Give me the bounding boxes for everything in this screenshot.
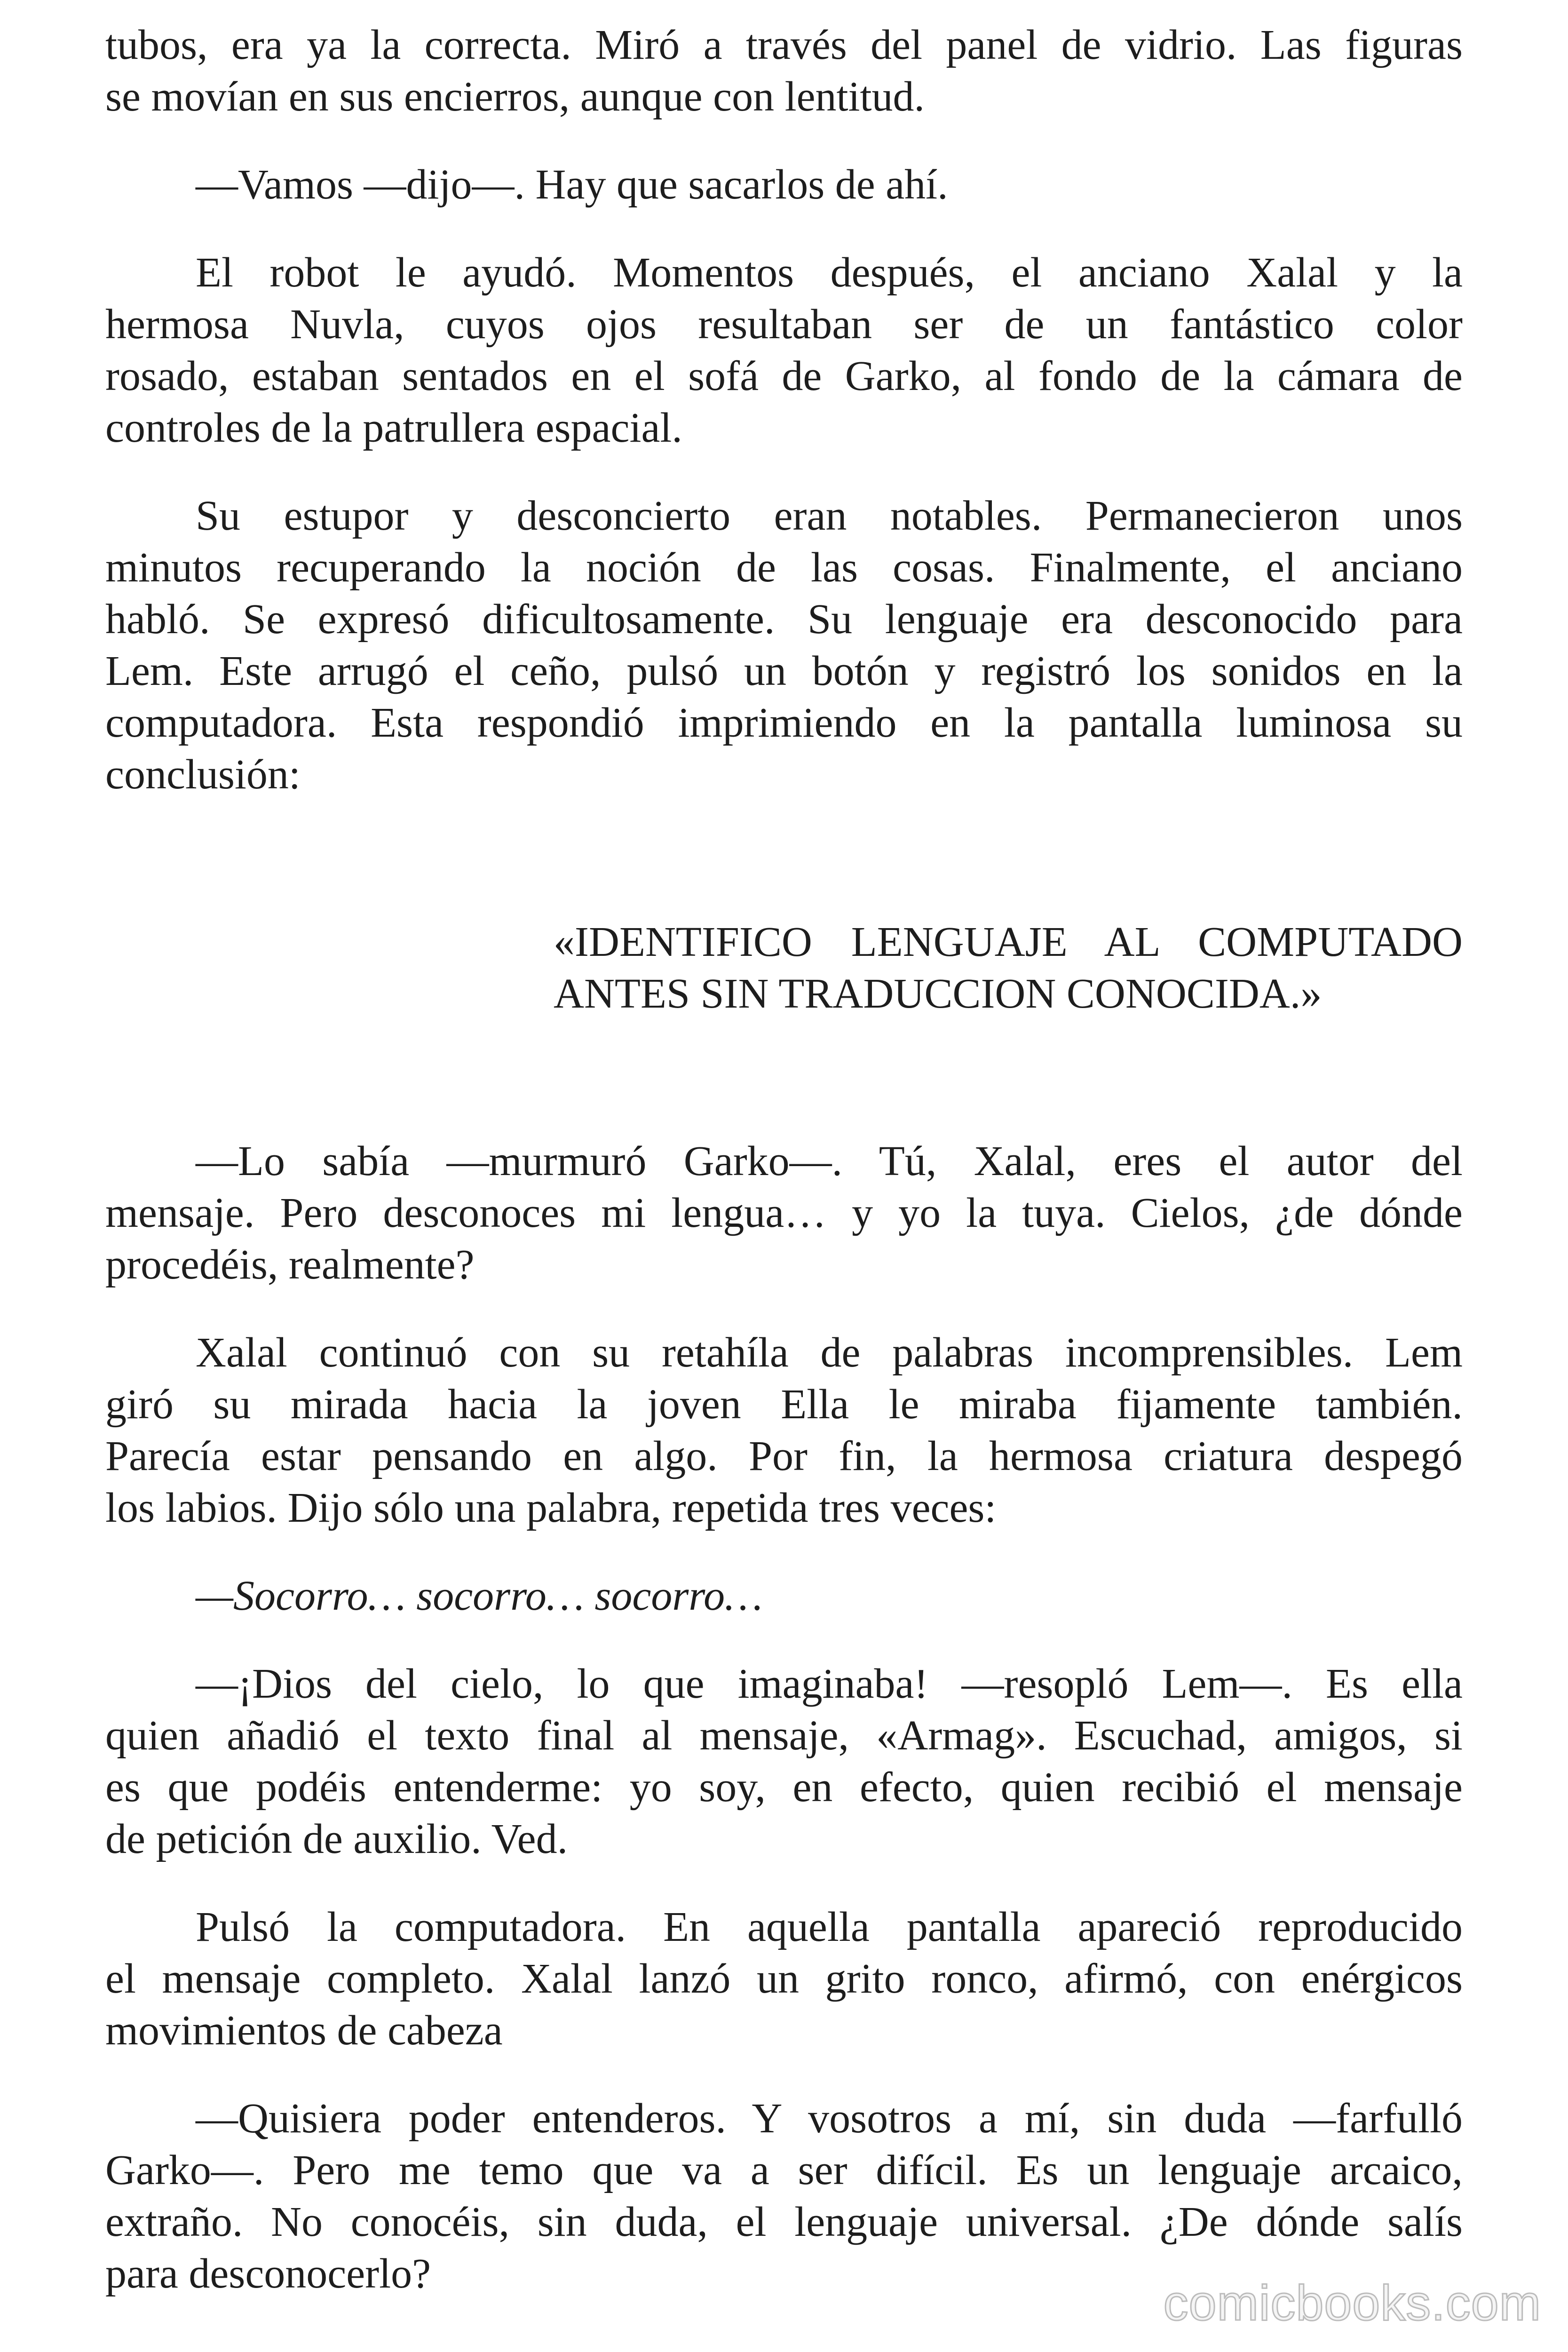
paragraph (105, 1570, 1463, 1622)
text-line: —Socorro… socorro… socorro… (196, 1573, 763, 1619)
computer-output-quote (554, 916, 1463, 1020)
text-line: —Lo sabía —murmuró Garko—. Tú, Xalal, eres el autor del (196, 1138, 1463, 1184)
text-line: —¡Dios del cielo, lo que imaginaba! —resopló Lem—. Es ella (196, 1661, 1463, 1707)
text-line: «IDENTIFICO LENGUAJE AL COMPUTADO (554, 919, 1463, 965)
text-line: Parecía estar pensando en algo. Por fin, la hermosa criatura despegó (105, 1433, 1463, 1479)
text-line: minutos recuperando la noción de las cosas. Finalmente, el anciano (105, 544, 1463, 591)
text-line: habló. Se expresó dificultosamente. Su lenguaje era desconocido para (105, 596, 1463, 643)
paragraph (105, 1901, 1463, 2057)
text-line: —Vamos —dijo—. Hay que sacarlos de ahí. (196, 161, 948, 208)
text-line: giró su mirada hacia la joven Ella le miraba fijamente también. (105, 1381, 1463, 1428)
text-line: quien añadió el texto final al mensaje, «Armag». Escuchad, amigos, si (105, 1712, 1463, 1759)
text-line: controles de la patrullera espacial. (105, 405, 682, 451)
paragraph (105, 19, 1463, 123)
paragraph (105, 247, 1463, 454)
paragraph (105, 490, 1463, 801)
text-line: Pulsó la computadora. En aquella pantalla apareció reproducido (196, 1904, 1463, 1950)
text-line: para desconocerlo? (105, 2250, 431, 2297)
paragraph (105, 1658, 1463, 1865)
paragraph (105, 159, 1463, 211)
text-line: se movían en sus encierros, aunque con lentitud. (105, 73, 925, 120)
paragraph (105, 1327, 1463, 1534)
watermark-logo: comicbooks.com (1163, 2275, 1541, 2331)
text-line: movimientos de cabeza (105, 2007, 503, 2054)
text-line: Lem. Este arrugó el ceño, pulsó un botón y registró los sonidos en la (105, 648, 1463, 694)
text-line: El robot le ayudó. Momentos después, el anciano Xalal y la (196, 249, 1463, 296)
text-line: Su estupor y desconcierto eran notables. Permanecieron unos (196, 493, 1463, 539)
text-line: hermosa Nuvla, cuyos ojos resultaban ser de un fantástico color (105, 301, 1463, 348)
text-line: mensaje. Pero desconoces mi lengua… y yo la tuya. Cielos, ¿de dónde (105, 1190, 1463, 1236)
paragraph (105, 2093, 1463, 2300)
text-line: de petición de auxilio. Ved. (105, 1816, 568, 1862)
paragraph (105, 1136, 1463, 1291)
text-line: procedéis, realmente? (105, 1241, 475, 1288)
text-line: tubos, era ya la correcta. Miró a través del panel de vidrio. Las figuras (105, 22, 1463, 68)
text-line: —Quisiera poder entenderos. Y vosotros a mí, sin duda —farfulló (196, 2095, 1463, 2142)
text-line: conclusión: (105, 751, 301, 798)
text-line: Xalal continuó con su retahíla de palabras incomprensibles. Lem (196, 1329, 1463, 1376)
page-body (105, 19, 1463, 2300)
text-line: ANTES SIN TRADUCCION CONOCIDA.» (554, 970, 1322, 1017)
text-line: rosado, estaban sentados en el sofá de Garko, al fondo de la cámara de (105, 353, 1463, 399)
text-line: es que podéis entenderme: yo soy, en efecto, quien recibió el mensaje (105, 1764, 1463, 1811)
text-line: Garko—. Pero me temo que va a ser difícil. Es un lenguaje arcaico, (105, 2147, 1463, 2193)
text-line: computadora. Esta respondió imprimiendo en la pantalla luminosa su (105, 699, 1463, 746)
text-line: los labios. Dijo sólo una palabra, repetida tres veces: (105, 1485, 997, 1531)
text-line: el mensaje completo. Xalal lanzó un grito ronco, afirmó, con enérgicos (105, 1955, 1463, 2002)
text-line: extraño. No conocéis, sin duda, el lenguaje universal. ¿De dónde salís (105, 2199, 1463, 2245)
